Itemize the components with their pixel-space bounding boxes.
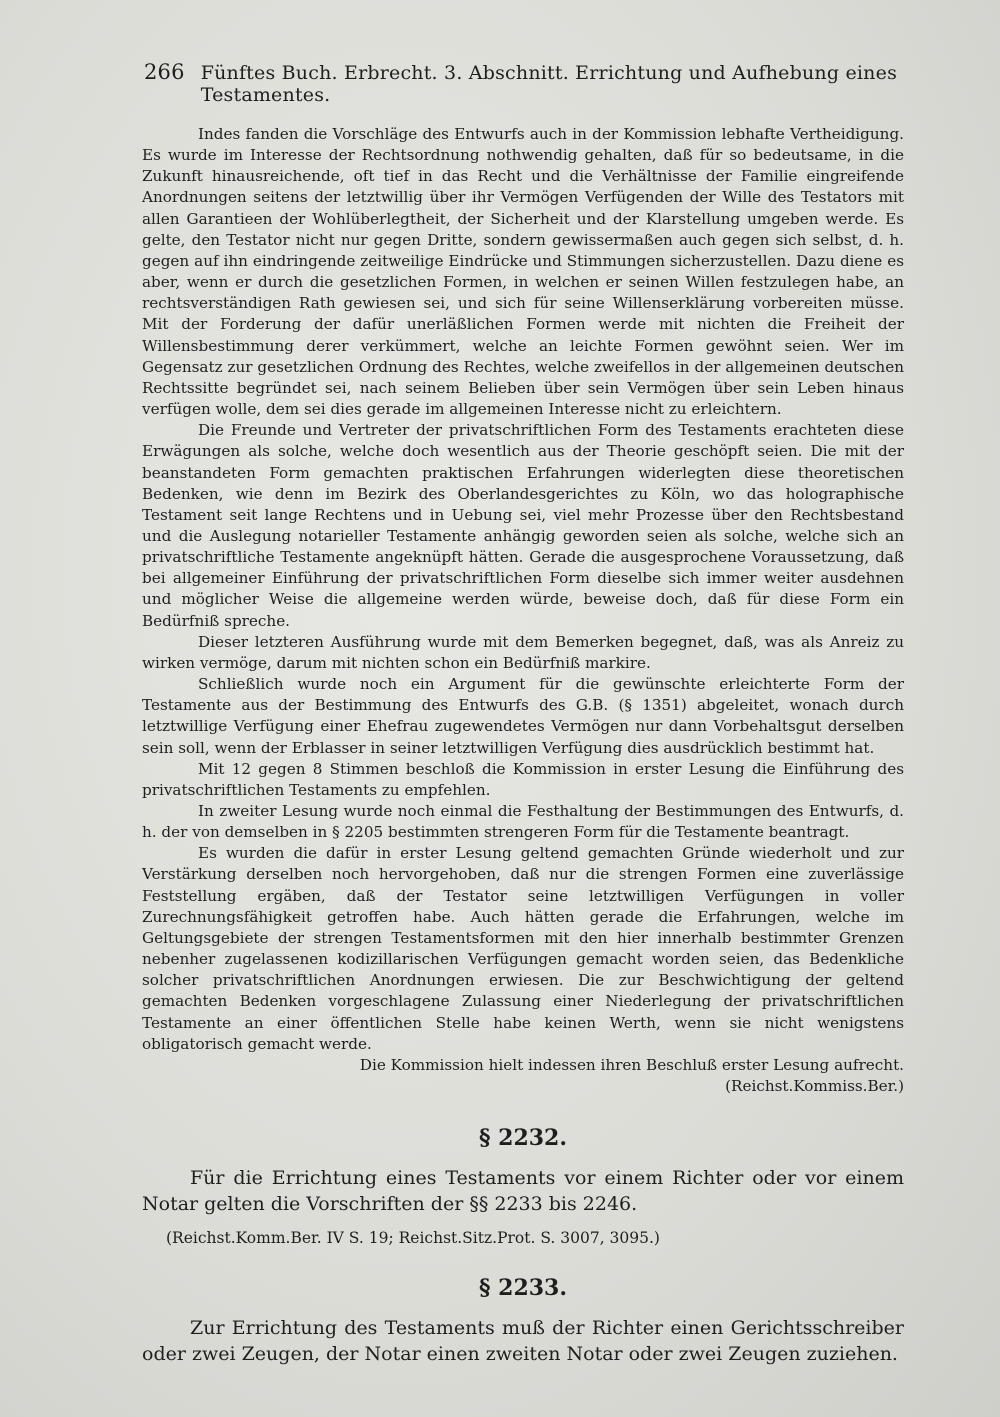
- paragraph: Mit 12 gegen 8 Stimmen beschloß die Kommission in erster Lesung die Einführung des privatschriftlichen Testaments zu empfehlen.: [142, 759, 904, 799]
- paragraph: Schließlich wurde noch ein Argument für die gewünschte erleichterte Form der Testamente aus der Bestimmung des Entwurfs des G.B. (§ 1351) abgeleitet, wonach durch letztwillige Verfügung einer Ehefrau zugewendetes Vermögen nur dann Vorbehaltsgut derselben sein soll, wenn der Erblasser in seiner letztwilligen Verfügung dies ausdrücklich bestimmt hat.: [142, 675, 904, 757]
- paragraph: Es wurden die dafür in erster Lesung geltend gemachten Gründe wiederholt und zur Verstärkung derselben noch hervorgehoben, daß nur die strengen Formen eine zuverlässige Feststellung ergäben, daß der Testator seine letztwilligen Verfügungen in voller Zurechnungsfähigkeit getroffen habe. Auch hätten gerade die Erfahrungen, welche im Geltungsgebiete der strengen Testamentsformen mit den hier innerhalb bestimmter Grenzen nebenher zugelassenen kodizillarischen Verfügungen gemacht worden seien, das Bedenkliche solcher privatschriftlichen Anordnungen erwiesen. Die zur Beschwichtigung der geltend gemachten Bedenken vorgeschlagene Zulassung einer Niederlegung der privatschriftlichen Testamente an einer öffentlichen Stelle habe keinen Werth, wenn sie nicht wenigstens obligatorisch gemacht werde.: [142, 844, 904, 1053]
- commentary-text: [142, 124, 904, 1055]
- paragraph: Indes fanden die Vorschläge des Entwurfs auch in der Kommission lebhafte Vertheidigung. Es wurde im Interesse der Rechtsordnung nothwendig gehalten, daß für so bedeutsame, in die Zukunft hinausreichende, oft tief in das Recht und die Verhältnisse der Familie eingreifende Anordnungen seitens der letztwillig über ihr Vermögen Verfügenden der Wille des Testators mit allen Garantieen der Wohlüberlegtheit, der Sicherheit und der Klarstellung umgeben werde. Es gelte, den Testator nicht nur gegen Dritte, sondern gewissermaßen auch gegen sich selbst, d. h. gegen auf ihn eindringende zeitweilige Eindrücke und Stimmungen sicherzustellen. Dazu diene es aber, wenn er durch die gesetzlichen Formen, in welchen er seinen Willen festzulegen habe, an rechtsverständigen Rath gewiesen sei, und sich für seine Willenserklärung vorbereiten müsse. Mit der Forderung der dafür unerläßlichen Formen werde mit nichten die Freiheit der Willensbestimmung derer verkümmert, welche an leichte Formen gewöhnt seien. Wer im Gegensatz zur gesetzlichen Ordnung des Rechtes, welche zweifellos in der allgemeinen deutschen Rechtssitte begründet sei, nach seinem Belieben über sein Vermögen über sein Leben hinaus verfügen wolle, dem sei dies gerade im allgemeinen Interesse nicht zu erleichtern.: [142, 125, 904, 419]
- page-number: 266: [144, 60, 185, 84]
- section-text-2233: Zur Errichtung des Testaments muß der Richter einen Gerichtsschreiber oder zwei Zeugen, der Notar einen zweiten Notar oder zwei Zeugen zuziehen.: [142, 1317, 904, 1366]
- source-citation: (Reichst.Komm.Ber. IV S. 19; Reichst.Sitz.Prot. S. 3007, 3095.): [166, 1229, 660, 1248]
- closing-line: Die Kommission hielt indessen ihren Beschluß erster Lesung aufrecht. (Reichst.Kommiss.Ber.): [359, 1055, 904, 1096]
- paragraph: Die Freunde und Vertreter der privatschriftlichen Form des Testaments erachteten diese Erwägungen als solche, welche doch wesentlich aus der Theorie geschöpft seien. Die mit der beanstandeten Form gemachten praktischen Erfahrungen widerlegten diese theoretischen Bedenken, wie denn im Bezirk des Oberlandesgerichtes zu Köln, wo das holographische Testament seit lange Rechtens und in Uebung sei, viel mehr Prozesse über den Rechtsbestand und die Auslegung notarieller Testamente anhängig geworden seien als solche, welche sich an privatschriftliche Testamente angeknüpft hätten. Gerade die ausgesprochene Voraussetzung, daß bei allgemeiner Einführung der privatschriftlichen Form dieselbe sich immer weiter ausdehnen und möglicher Weise die allgemeine werden würde, beweise doch, daß für diese Form ein Bedürfniß spreche.: [142, 421, 904, 630]
- section-heading-2233: § 2233.: [478, 1275, 568, 1302]
- section-heading-2232: § 2232.: [478, 1125, 568, 1152]
- section-text-2232: Für die Errichtung eines Testaments vor einem Richter oder vor einem Notar gelten die Vorschriften der §§ 2233 bis 2246.: [142, 1167, 904, 1216]
- running-title: Fünftes Buch. Erbrecht. 3. Abschnitt. Errichtung und Aufhebung eines Testamentes.: [200, 62, 898, 106]
- paragraph: In zweiter Lesung wurde noch einmal die Festhaltung der Bestimmungen des Entwurfs, d. h. der von demselben in § 2205 bestimmten strengeren Form für die Testamente beantragt.: [142, 802, 904, 842]
- running-header: [144, 60, 904, 106]
- paragraph: Dieser letzteren Ausführung wurde mit dem Bemerken begegnet, daß, was als Anreiz zu wirken vermöge, darum mit nichten schon ein Bedürfniß markire.: [142, 632, 904, 672]
